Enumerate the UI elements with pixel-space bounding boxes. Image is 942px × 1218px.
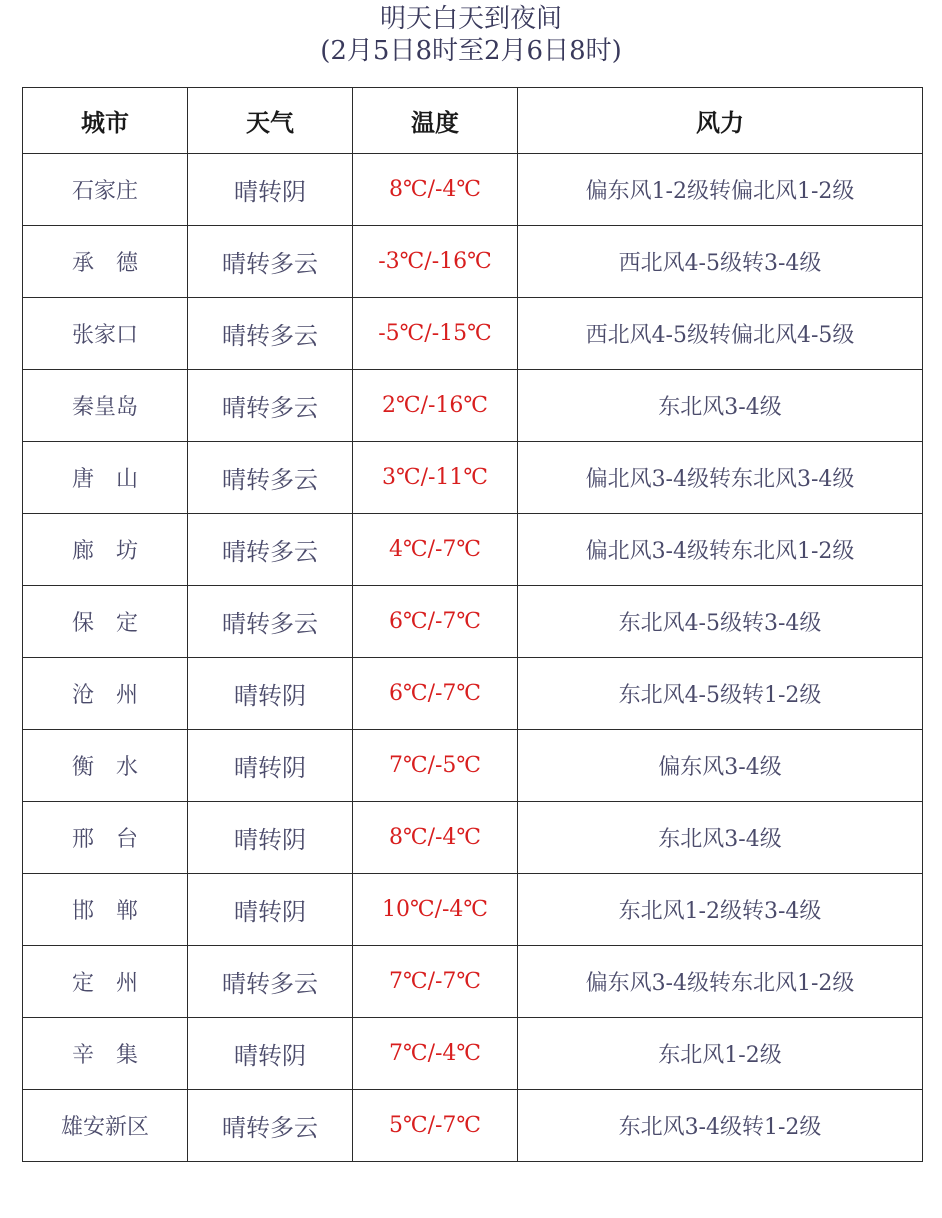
temperature-cell: 7℃/-7℃ [353, 946, 518, 1018]
city-cell: 保 定 [23, 586, 188, 658]
weather-cell: 晴转多云 [188, 442, 353, 514]
weather-cell: 晴转多云 [188, 1090, 353, 1162]
wind-cell: 东北风4-5级转1-2级 [518, 658, 923, 730]
temperature-cell: 6℃/-7℃ [353, 658, 518, 730]
table-row [23, 802, 923, 874]
wind-cell: 偏北风3-4级转东北风1-2级 [518, 514, 923, 586]
wind-cell: 偏东风3-4级 [518, 730, 923, 802]
weather-cell: 晴转阴 [188, 658, 353, 730]
page-title: 明天白天到夜间 [379, 4, 562, 34]
table-row [23, 730, 923, 802]
weather-cell: 晴转多云 [188, 514, 353, 586]
table-row [23, 298, 923, 370]
temperature-cell: 5℃/-7℃ [353, 1090, 518, 1162]
temperature-cell: 8℃/-4℃ [353, 802, 518, 874]
table-row [23, 874, 923, 946]
temperature-cell: 7℃/-5℃ [353, 730, 518, 802]
wind-cell: 东北风3-4级 [518, 802, 923, 874]
weather-cell: 晴转阴 [188, 1018, 353, 1090]
city-cell: 沧 州 [23, 658, 188, 730]
table-row [23, 442, 923, 514]
wind-cell: 东北风4-5级转3-4级 [518, 586, 923, 658]
city-cell: 唐 山 [23, 442, 188, 514]
weather-cell: 晴转多云 [188, 586, 353, 658]
column-header-wind: 风力 [518, 88, 923, 154]
column-header-temperature: 温度 [353, 88, 518, 154]
temperature-cell: 6℃/-7℃ [353, 586, 518, 658]
table-header-row [23, 88, 923, 154]
weather-cell: 晴转阴 [188, 154, 353, 226]
wind-cell: 西北风4-5级转3-4级 [518, 226, 923, 298]
city-cell: 雄安新区 [23, 1090, 188, 1162]
city-cell: 秦皇岛 [23, 370, 188, 442]
temperature-cell: -5℃/-15℃ [353, 298, 518, 370]
weather-cell: 晴转阴 [188, 802, 353, 874]
wind-cell: 东北风1-2级 [518, 1018, 923, 1090]
city-cell: 邯 郸 [23, 874, 188, 946]
temperature-cell: 10℃/-4℃ [353, 874, 518, 946]
city-cell: 衡 水 [23, 730, 188, 802]
column-header-city: 城市 [23, 88, 188, 154]
table-row [23, 1018, 923, 1090]
temperature-cell: 7℃/-4℃ [353, 1018, 518, 1090]
table-row [23, 946, 923, 1018]
table-row [23, 586, 923, 658]
wind-cell: 偏东风3-4级转东北风1-2级 [518, 946, 923, 1018]
wind-cell: 东北风3-4级转1-2级 [518, 1090, 923, 1162]
city-cell: 辛 集 [23, 1018, 188, 1090]
wind-cell: 偏东风1-2级转偏北风1-2级 [518, 154, 923, 226]
temperature-cell: -3℃/-16℃ [353, 226, 518, 298]
city-cell: 石家庄 [23, 154, 188, 226]
forecast-table [22, 87, 923, 1162]
weather-cell: 晴转多云 [188, 946, 353, 1018]
temperature-cell: 3℃/-11℃ [353, 442, 518, 514]
wind-cell: 东北风1-2级转3-4级 [518, 874, 923, 946]
temperature-cell: 2℃/-16℃ [353, 370, 518, 442]
weather-cell: 晴转多云 [188, 298, 353, 370]
table-row [23, 370, 923, 442]
city-cell: 张家口 [23, 298, 188, 370]
page-subtitle: (2月5日8时至2月6日8时) [320, 36, 622, 66]
table-row [23, 1090, 923, 1162]
city-cell: 承 德 [23, 226, 188, 298]
column-header-weather: 天气 [188, 88, 353, 154]
city-cell: 廊 坊 [23, 514, 188, 586]
table-row [23, 658, 923, 730]
weather-cell: 晴转多云 [188, 226, 353, 298]
weather-cell: 晴转多云 [188, 370, 353, 442]
temperature-cell: 8℃/-4℃ [353, 154, 518, 226]
weather-cell: 晴转阴 [188, 730, 353, 802]
city-cell: 邢 台 [23, 802, 188, 874]
city-cell: 定 州 [23, 946, 188, 1018]
temperature-cell: 4℃/-7℃ [353, 514, 518, 586]
table-row [23, 154, 923, 226]
wind-cell: 西北风4-5级转偏北风4-5级 [518, 298, 923, 370]
wind-cell: 东北风3-4级 [518, 370, 923, 442]
table-row [23, 226, 923, 298]
weather-cell: 晴转阴 [188, 874, 353, 946]
wind-cell: 偏北风3-4级转东北风3-4级 [518, 442, 923, 514]
table-row [23, 514, 923, 586]
